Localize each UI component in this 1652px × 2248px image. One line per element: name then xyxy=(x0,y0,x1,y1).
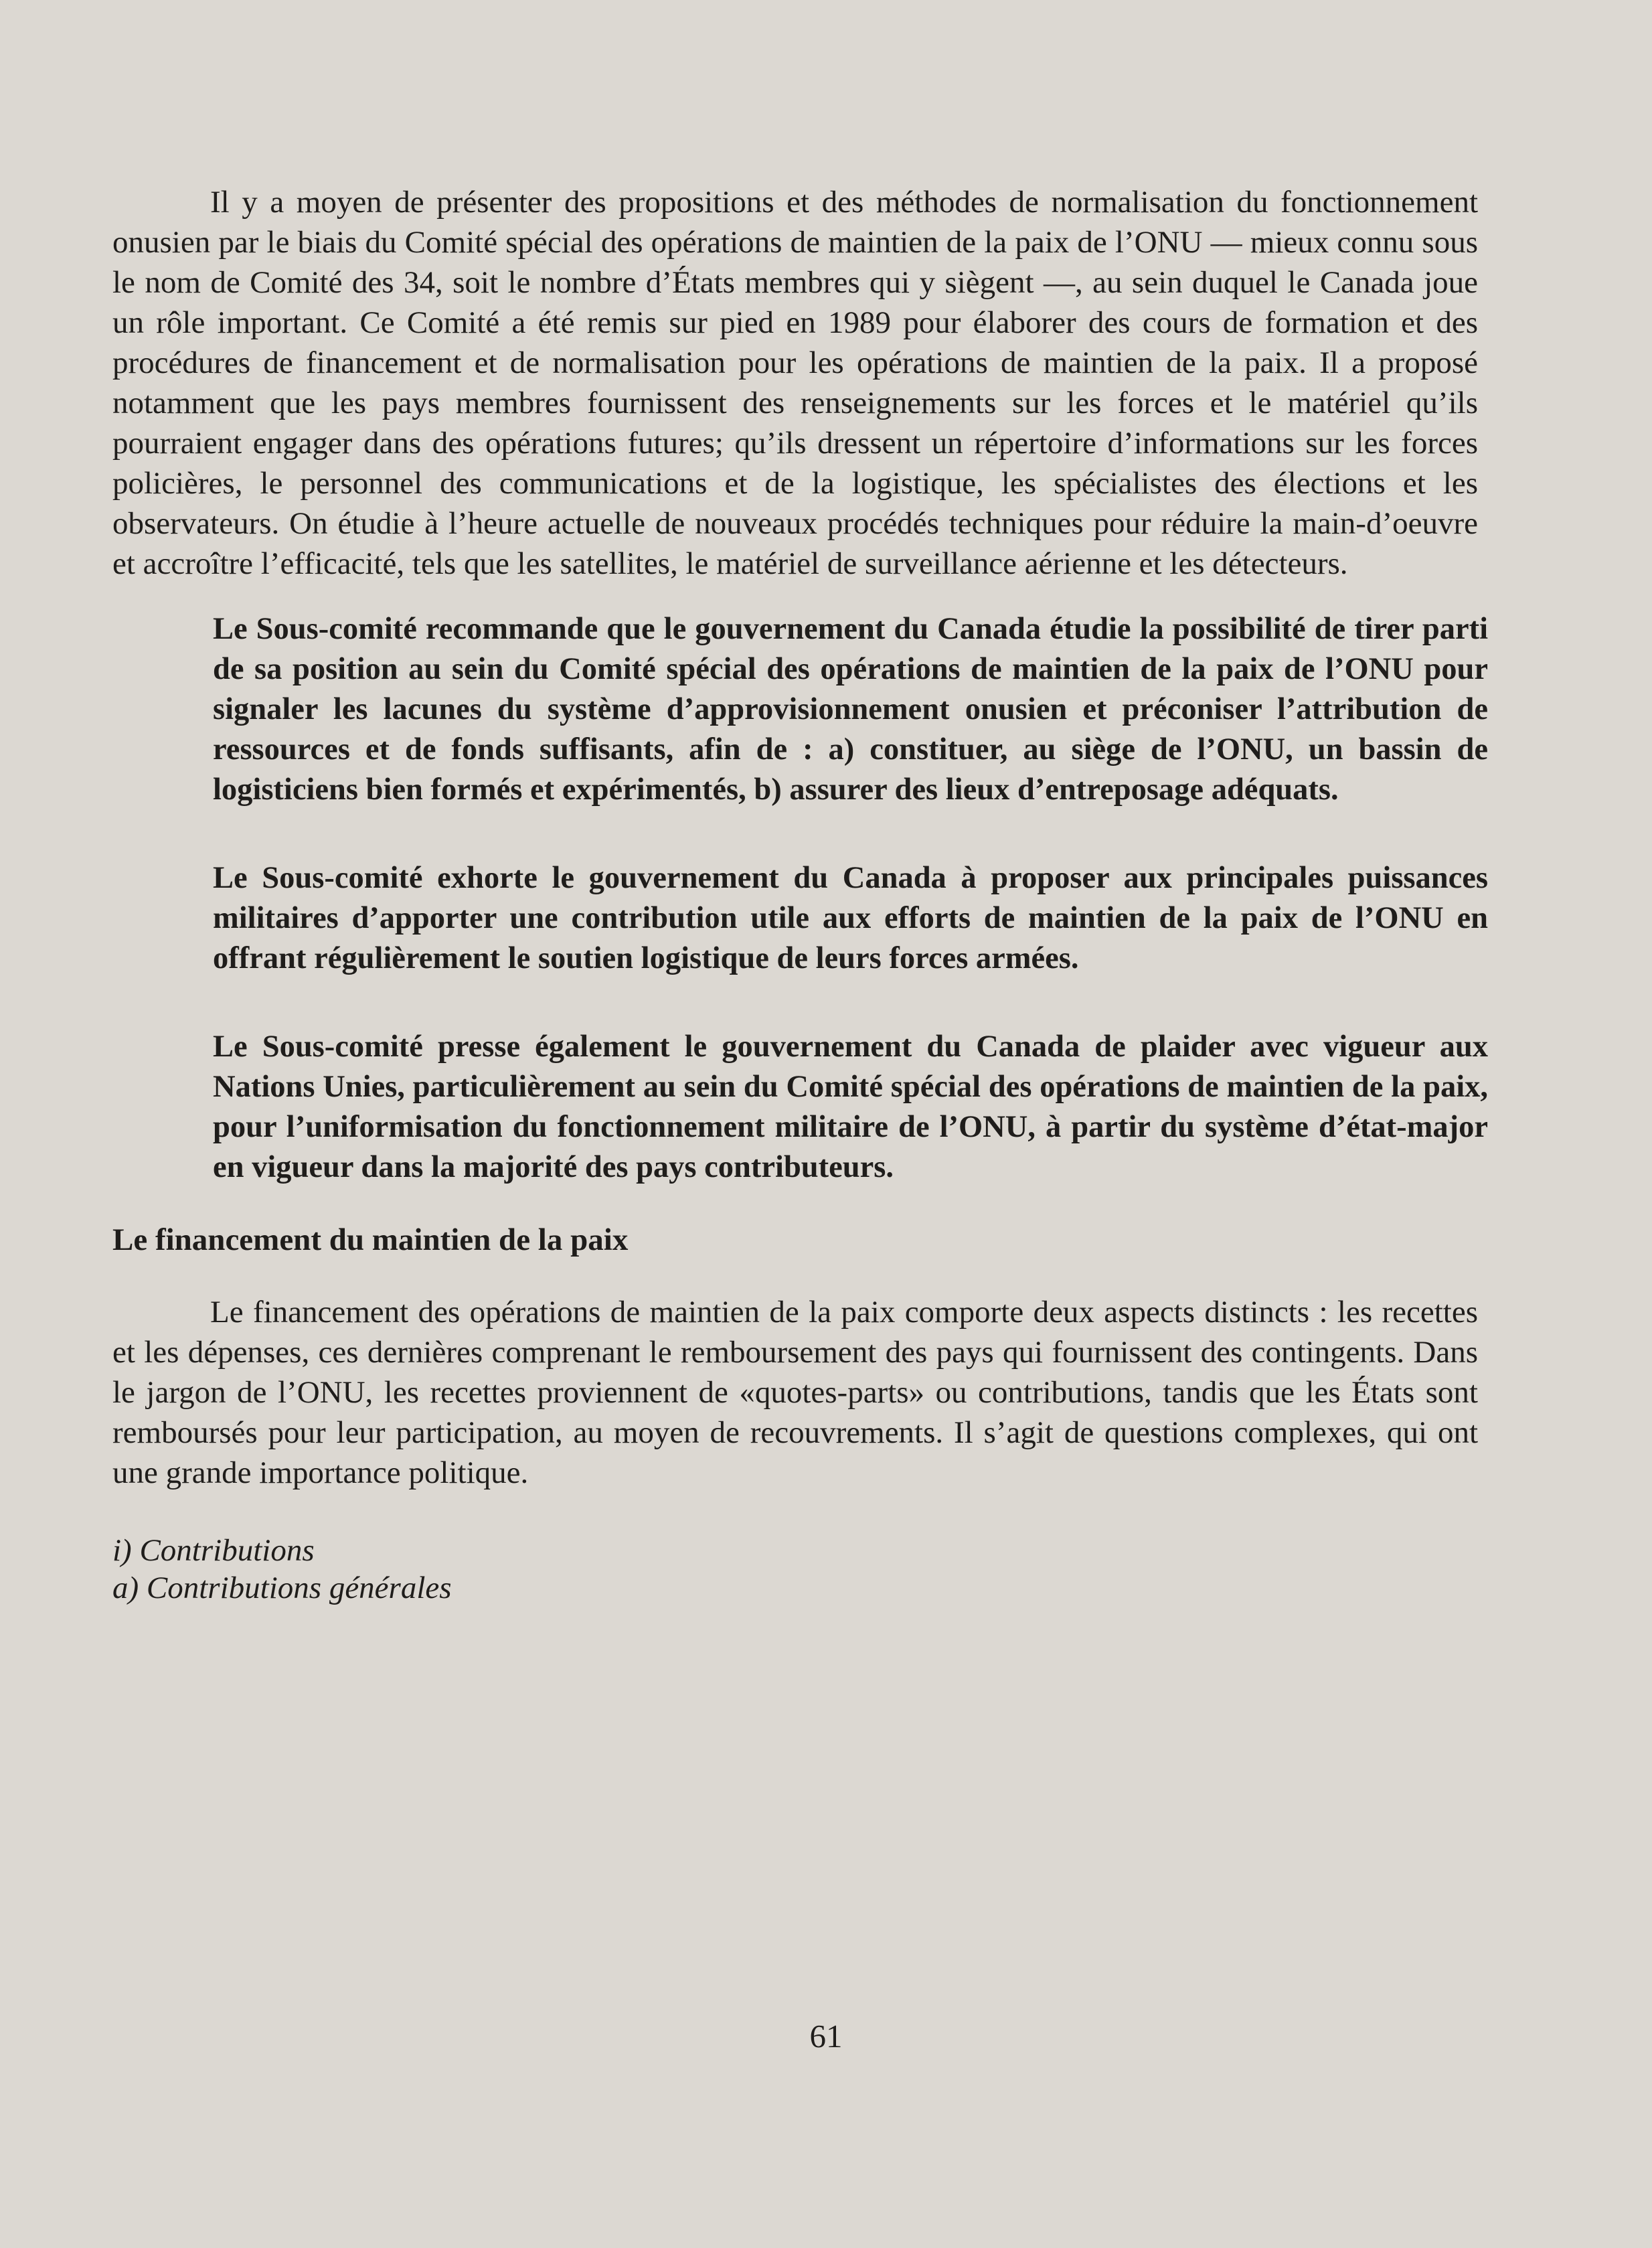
subheading-general-contributions: a) Contributions générales xyxy=(112,1571,452,1605)
recommendation-2: Le Sous-comité exhorte le gouvernement du Canada à proposer aux principales puissances militaires d’apporter une contribution utile aux efforts de maintien de la paix de l’ONU en offrant régulièrement le soutien logistique de leurs forces armées. xyxy=(213,861,1488,975)
section-heading: Le financement du maintien de la paix xyxy=(112,1222,629,1257)
intro-paragraph: Il y a moyen de présenter des propositions et des méthodes de normalisation du fonctionnement onusien par le biais du Comité spécial des opérations de maintien de la paix de l’ONU — mieux connu sous le nom de Comité des 34, soit le nombre d’États membres qui y siègent —, au sein duquel le Canada joue un rôle important. Ce Comité a été remis sur pied en 1989 pour élaborer des cours de formation et des procédures de financement et de normalisation pour les opérations de maintien de la paix. Il a proposé notamment que les pays membres fournissent des renseignements sur les forces et le matériel qu’ils pourraient engager dans des opérations futures; qu’ils dressent un répertoire d’informations sur les forces policières, le personnel des communications et de la logistique, les spécialistes des élections et les observateurs. On étudie à l’heure actuelle de nouveaux procédés techniques pour réduire la main-d’oeuvre et accroître l’efficacité, tels que les satellites, le matériel de surveillance aérienne et les détecteurs. xyxy=(112,185,1478,581)
recommendation-1: Le Sous-comité recommande que le gouvernement du Canada étudie la possibilité de tirer parti de sa position au sein du Comité spécial des opérations de maintien de la paix de l’ONU pour signaler les lacunes du système d’approvisionnement onusien et préconiser l’attribution de ressources et de fonds suffisants, afin de : a) constituer, au siège de l’ONU, un bassin de logisticiens bien formés et expérimentés, b) assurer des lieux d’entreposage adéquats. xyxy=(213,612,1488,807)
recommendation-3: Le Sous-comité presse également le gouvernement du Canada de plaider avec vigueur aux Nations Unies, particulièrement au sein du Comité spécial des opérations de maintien de la paix, pour l’uniformisation du fonctionnement militaire de l’ONU, à partir du système d’état-major en vigueur dans la majorité des pays contributeurs. xyxy=(213,1030,1488,1184)
page-number: 61 xyxy=(809,2018,843,2055)
document-body xyxy=(112,182,1488,1607)
subheading-list xyxy=(112,1532,1478,1607)
financing-paragraph: Le financement des opérations de maintien de la paix comporte deux aspects distincts : les recettes et les dépenses, ces dernières comprenant le remboursement des pays qui fournissent des contingents. Dans le jargon de l’ONU, les recettes proviennent de «quotes-parts» ou contributions, tandis que les États sont remboursés pour leur participation, au moyen de recouvrements. Il s’agit de questions complexes, qui ont une grande importance politique. xyxy=(112,1295,1478,1490)
subheading-contributions: i) Contributions xyxy=(112,1533,315,1568)
